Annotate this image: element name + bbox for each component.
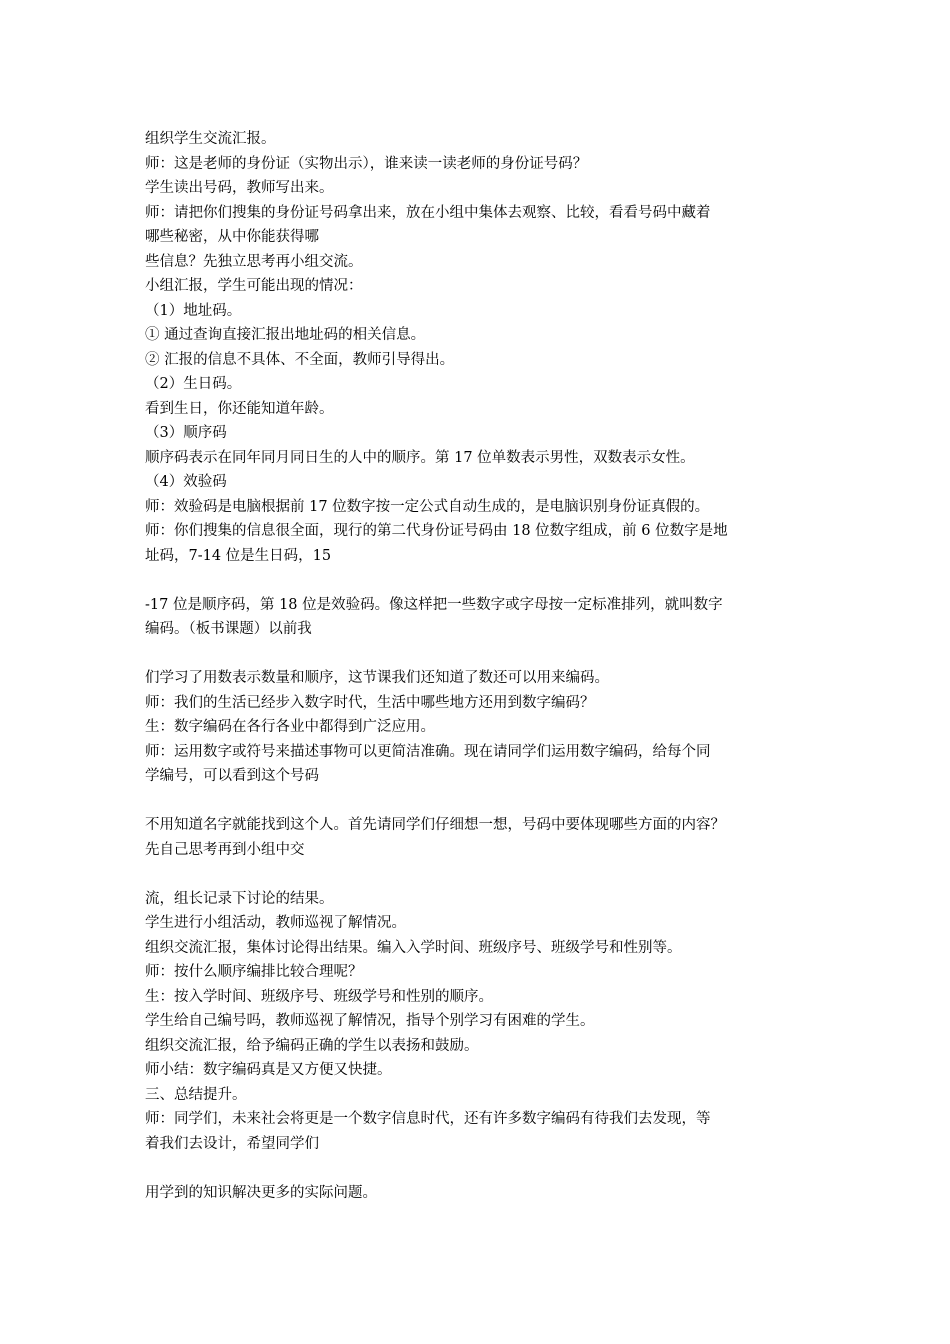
paragraph-gap bbox=[145, 862, 813, 887]
text-line: 师：效验码是电脑根据前 17 位数字按一定公式自动生成的，是电脑识别身份证真假的。 bbox=[145, 498, 710, 515]
text-line: 用学到的知识解决更多的实际问题。 bbox=[145, 1184, 377, 1201]
text-line: 址码，7-14 位是生日码，15 bbox=[145, 547, 332, 564]
paragraph-gap bbox=[145, 1156, 813, 1181]
text-line: 顺序码表示在同年同月同日生的人中的顺序。第 17 位单数表示男性，双数表示女性。 bbox=[145, 449, 695, 466]
text-line: （4）效验码 bbox=[145, 474, 227, 490]
paragraph-gap bbox=[145, 568, 813, 593]
text-line: 组织学生交流汇报。 bbox=[145, 131, 276, 147]
text-line: 师：运用数字或符号来描述事物可以更简洁准确。现在请同学们运用数字编码，给每个同 bbox=[145, 743, 711, 760]
text-line: 先自己思考再到小组中交 bbox=[145, 841, 305, 858]
text-line: 生：按入学时间、班级序号、班级学号和性别的顺序。 bbox=[145, 988, 493, 1005]
text-line: （1）地址码。 bbox=[145, 302, 242, 319]
text-line: 学生给自己编号吗，教师巡视了解情况，指导个别学习有困难的学生。 bbox=[145, 1013, 595, 1029]
text-line: 看到生日，你还能知道年龄。 bbox=[145, 400, 334, 417]
text-line: 小组汇报，学生可能出现的情况： bbox=[145, 278, 363, 294]
text-line: 编码。（板书课题）以前我 bbox=[145, 621, 312, 637]
text-line: 们学习了用数表示数量和顺序，这节课我们还知道了数还可以用来编码。 bbox=[145, 670, 609, 686]
text-line: 师：你们搜集的信息很全面，现行的第二代身份证号码由 18 位数字组成，前 6 位数字是地 bbox=[145, 523, 728, 539]
text-line: 学编号，可以看到这个号码 bbox=[145, 768, 319, 784]
text-line: 哪些秘密，从中你能获得哪 bbox=[145, 229, 319, 245]
text-line: 组织交流汇报，给予编码正确的学生以表扬和鼓励。 bbox=[145, 1037, 479, 1054]
text-line: 不用知道名字就能找到这个人。首先请同学们仔细想一想，号码中要体现哪些方面的内容？ bbox=[145, 817, 725, 833]
text-line: 生：数字编码在各行各业中都得到广泛应用。 bbox=[145, 719, 435, 735]
text-line: 三、总结提升。 bbox=[145, 1086, 247, 1103]
text-line: 师：我们的生活已经步入数字时代，生活中哪些地方还用到数字编码？ bbox=[145, 694, 595, 711]
text-line: 师：按什么顺序编排比较合理呢？ bbox=[145, 964, 363, 980]
text-line: （3）顺序码 bbox=[145, 425, 227, 441]
document-body bbox=[145, 127, 813, 1205]
text-line: 学生进行小组活动，教师巡视了解情况。 bbox=[145, 915, 406, 931]
paragraph-gap bbox=[145, 642, 813, 667]
text-line: （2）生日码。 bbox=[145, 376, 242, 392]
text-line: 师：请把你们搜集的身份证号码拿出来，放在小组中集体去观察、比较，看看号码中藏着 bbox=[145, 204, 711, 221]
text-line: 些信息？先独立思考再小组交流。 bbox=[145, 253, 363, 270]
paragraph-gap bbox=[145, 789, 813, 814]
text-line: 流，组长记录下讨论的结果。 bbox=[145, 890, 334, 907]
text-line: 师：这是老师的身份证（实物出示），谁来读一读老师的身份证号码？ bbox=[145, 155, 588, 172]
text-line: ① 通过查询直接汇报出地址码的相关信息。 bbox=[145, 327, 426, 343]
text-line: 着我们去设计，希望同学们 bbox=[145, 1135, 319, 1152]
text-line: -17 位是顺序码，第 18 位是效验码。像这样把一些数字或字母按一定标准排列，就叫数字 bbox=[145, 596, 723, 613]
text-line: 学生读出号码，教师写出来。 bbox=[145, 180, 334, 196]
text-line: 组织交流汇报，集体讨论得出结果。编入入学时间、班级序号、班级学号和性别等。 bbox=[145, 939, 682, 956]
text-line: ② 汇报的信息不具体、不全面，教师引导得出。 bbox=[145, 351, 455, 368]
text-line: 师：同学们，未来社会将更是一个数字信息时代，还有许多数字编码有待我们去发现，等 bbox=[145, 1111, 711, 1127]
text-line: 师小结：数字编码真是又方便又快捷。 bbox=[145, 1062, 392, 1078]
